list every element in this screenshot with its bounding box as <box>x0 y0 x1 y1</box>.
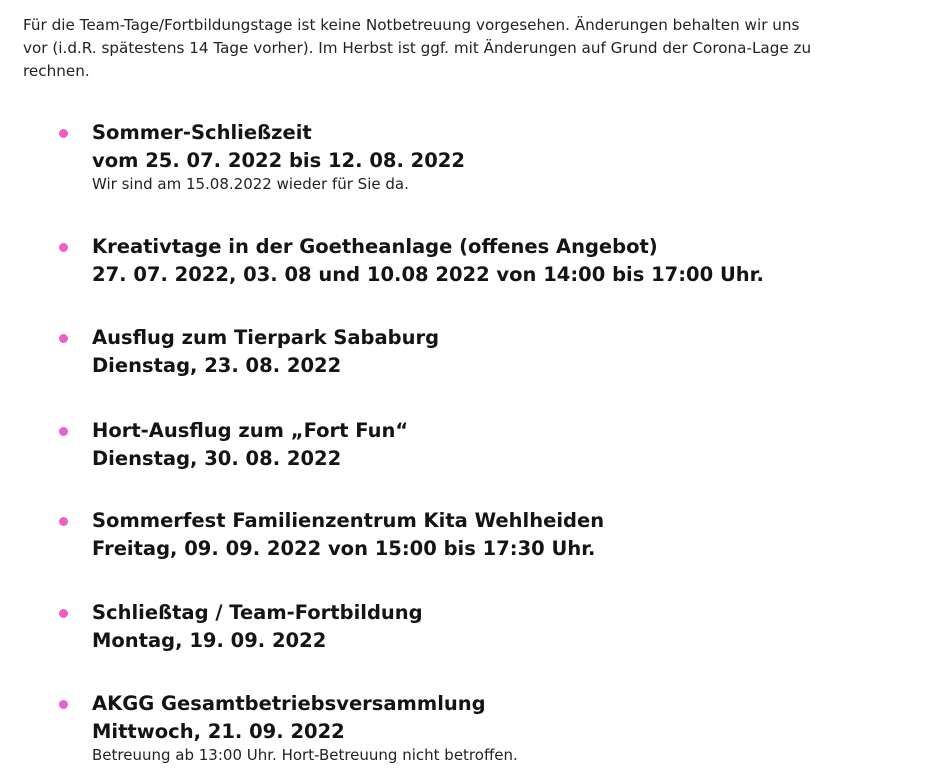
event-title: Ausflug zum Tierpark Sababurg <box>92 326 440 349</box>
event-title: Sommer-Schließzeit <box>92 121 312 144</box>
intro-line: rechnen. <box>23 62 90 80</box>
event-date: Dienstag, 30. 08. 2022 <box>92 447 342 470</box>
bullet-icon <box>59 609 68 618</box>
event-title: Schließtag / Team-Fortbildung <box>92 601 423 624</box>
event-date: Mittwoch, 21. 09. 2022 <box>92 720 345 743</box>
event-date: Freitag, 09. 09. 2022 von 15:00 bis 17:30 Uhr. <box>92 537 596 560</box>
intro-line: Für die Team-Tage/Fortbildungstage ist keine Notbetreuung vorgesehen. Änderungen behalten wir uns <box>23 16 800 34</box>
intro-line: vor (i.d.R. spätestens 14 Tage vorher). Im Herbst ist ggf. mit Änderungen auf Grund der Corona-Lage zu <box>23 39 812 57</box>
bullet-icon <box>59 427 68 436</box>
event-title: Hort-Ausflug zum „Fort Fun“ <box>92 419 409 442</box>
bullet-icon <box>59 334 68 343</box>
bullet-icon <box>59 700 68 709</box>
bullet-icon <box>59 517 68 526</box>
bullet-icon <box>59 129 68 138</box>
event-title: Kreativtage in der Goetheanlage (offenes Angebot) <box>92 235 658 258</box>
event-note: Betreuung ab 13:00 Uhr. Hort-Betreuung nicht betroffen. <box>92 746 518 764</box>
intro-paragraph <box>23 14 908 83</box>
bullet-icon <box>59 243 68 252</box>
event-title: Sommerfest Familienzentrum Kita Wehlheiden <box>92 509 605 532</box>
event-date: 27. 07. 2022, 03. 08 und 10.08 2022 von 14:00 bis 17:00 Uhr. <box>92 263 764 286</box>
event-date: vom 25. 07. 2022 bis 12. 08. 2022 <box>92 149 465 172</box>
event-note: Wir sind am 15.08.2022 wieder für Sie da. <box>92 175 409 193</box>
event-title: AKGG Gesamtbetriebsversammlung <box>92 692 486 715</box>
event-date: Dienstag, 23. 08. 2022 <box>92 354 342 377</box>
event-date: Montag, 19. 09. 2022 <box>92 629 327 652</box>
